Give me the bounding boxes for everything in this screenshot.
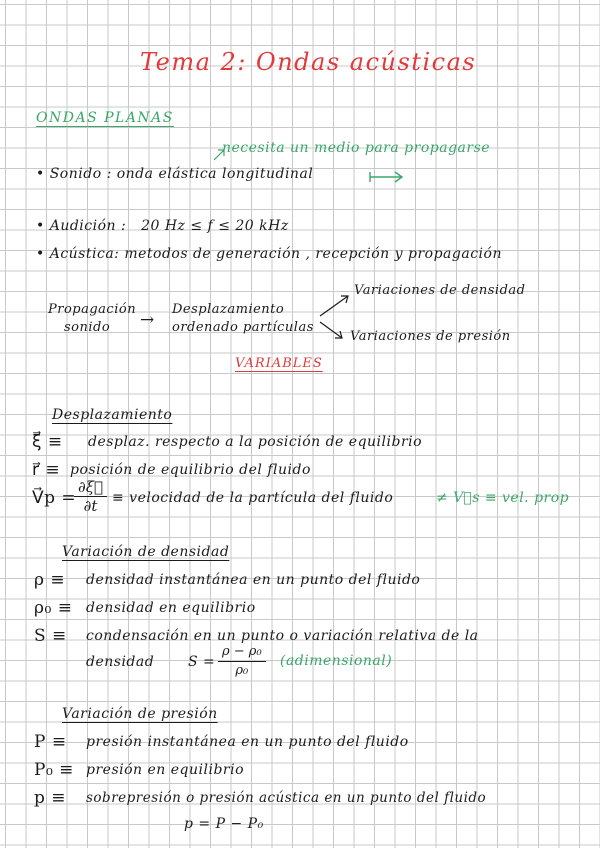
s-symbol: S ≡ (34, 626, 67, 646)
prop-mid-2: ordenado partículas (172, 320, 314, 335)
rho0-symbol: ρ₀ ≡ (34, 598, 73, 618)
p-formula: p = P − P₀ (184, 816, 264, 832)
medium-note: necesita un medio para propagarse (222, 140, 491, 156)
P0-symbol: P₀ ≡ (34, 760, 74, 780)
vp-fraction-denominator: ∂t (83, 497, 98, 515)
prop-arrow: → (140, 310, 155, 330)
bullet-acustica-text: Acústica: metodos de generación , recepción y propagación (49, 246, 502, 262)
prop-mid-1: Desplazamiento (172, 302, 285, 317)
adimensional-note: (adimensional) (280, 653, 393, 669)
desplazamiento-heading: Desplazamiento (52, 407, 173, 423)
p-symbol: p ≡ (34, 788, 67, 808)
vp-definition: ≡ velocidad de la partícula del fluido (112, 490, 394, 506)
page-title: Tema 2: Ondas acústicas (140, 48, 477, 76)
xi-symbol: ξ⃗ ≡ (32, 432, 63, 452)
prop-branch-1: Variaciones de densidad (354, 283, 526, 298)
s-definition: condensación en un punto o variación relativa de la (86, 628, 479, 644)
s-formula-fraction (218, 643, 266, 680)
section-heading-ondas-planas: ONDAS PLANAS (36, 110, 174, 126)
rho-symbol: ρ ≡ (34, 570, 66, 590)
bullet-dot: • (36, 246, 50, 262)
audicion-range: 20 Hz ≤ f ≤ 20 kHz (141, 218, 289, 234)
variables-heading: VARIABLES (235, 356, 323, 371)
r-definition: posición de equilibrio del fluido (70, 462, 311, 478)
s-formula-lhs: S = (188, 654, 216, 670)
vp-fraction-numerator: ∂ξ⃗ (74, 478, 107, 497)
vp-fraction (74, 478, 107, 515)
p-definition: sobrepresión o presión acústica en un punto del fluido (86, 790, 487, 806)
P-definition: presión instantánea en un punto del fluido (86, 734, 409, 750)
rho-definition: densidad instantánea en un punto del fluido (86, 572, 421, 588)
audicion-label: Audición : (49, 218, 127, 234)
vs-note: ≠ V⃗s ≡ vel. prop (436, 490, 570, 506)
bullet-sonido (36, 166, 313, 182)
r-symbol: r⃗ ≡ (32, 460, 61, 480)
bullet-dot: • (36, 166, 50, 182)
xi-definition: desplaz. respecto a la posición de equilibrio (88, 434, 423, 450)
bullet-dot: • (36, 218, 50, 234)
s-definition-cont: densidad (86, 654, 155, 670)
bullet-acustica (36, 246, 502, 262)
prop-left-1: Propagación (48, 302, 137, 317)
rho0-definition: densidad en equilibrio (86, 600, 256, 616)
bullet-sonido-text: Sonido : onda elástica longitudinal (49, 166, 314, 182)
prop-left-2: sonido (64, 320, 111, 335)
s-fraction-numerator: ρ − ρ₀ (218, 643, 266, 662)
prop-branch-2: Variaciones de presión (350, 329, 511, 344)
presion-heading: Variación de presión (62, 706, 218, 722)
s-fraction-denominator: ρ₀ (235, 663, 249, 678)
P0-definition: presión en equilibrio (86, 762, 245, 778)
vp-symbol: V⃗p = (32, 488, 77, 508)
sonido-arrow-icon (370, 172, 402, 182)
densidad-heading: Variación de densidad (62, 544, 230, 560)
bullet-audicion (36, 218, 289, 234)
branch-arrows-icon (320, 296, 348, 338)
P-symbol: P ≡ (34, 732, 67, 752)
